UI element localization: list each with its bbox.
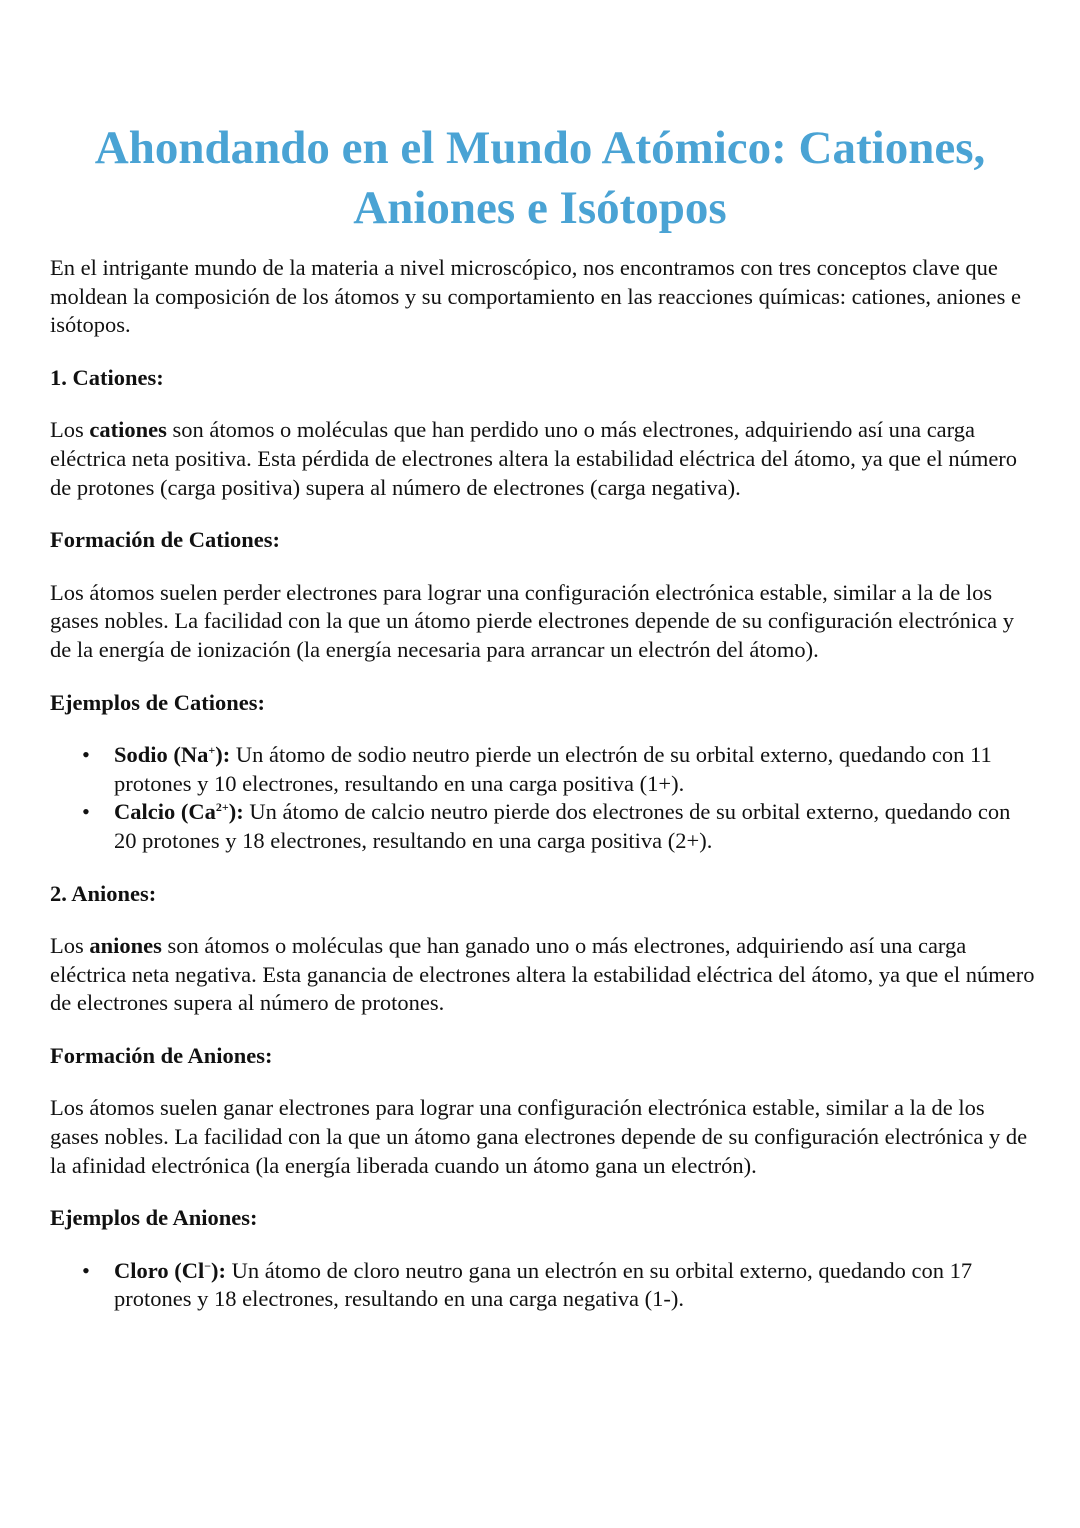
aniones-heading: 2. Aniones: xyxy=(50,880,157,906)
bullet-icon: • xyxy=(82,742,90,768)
aniones-definition xyxy=(50,932,1035,1018)
cationes-formation-text: Los átomos suelen perder electrones para lograr una configuración electrónica estable, similar a la de los gases nobles. La facilidad con la que un átomo pierde electrones depende de su configuración electrónica y de la energía de ionización (la energía necesaria para arrancar un electrón del átomo). xyxy=(50,579,1014,662)
aniones-examples-heading: Ejemplos de Aniones: xyxy=(50,1205,258,1231)
cationes-formation-heading: Formación de Cationes: xyxy=(50,527,280,553)
aniones-def-prefix: Los xyxy=(50,933,90,959)
cationes-examples-heading: Ejemplos de Cationes: xyxy=(50,689,265,715)
aniones-examples-list xyxy=(50,1257,1035,1314)
aniones-formation-text: Los átomos suelen ganar electrones para lograr una configuración electrónica estable, similar a la de los gases nobles. La facilidad con la que un átomo gana electrones depende de su configuración electrónica y de la afinidad electrónica (la energía liberada cuando un átomo gana un electrón). xyxy=(50,1095,1028,1178)
page-title xyxy=(40,118,1040,238)
bullet-icon: • xyxy=(82,1257,90,1283)
aniones-def-text: son átomos o moléculas que han ganado uno o más electrones, adquiriendo así una carga eléctrica neta negativa. Esta ganancia de electrones altera la estabilidad eléctrica del átomo, ya que el número de electrones supera al número de protones. xyxy=(50,933,1035,1016)
charge-superscript: + xyxy=(208,743,216,758)
cationes-examples-list xyxy=(50,741,1035,855)
example-label: Calcio $(Ca^{2+})$: xyxy=(114,799,244,825)
title-line-2: Aniones e Isótopos xyxy=(353,182,727,234)
cationes-def-term: cationes xyxy=(89,417,167,443)
charge-superscript: − xyxy=(204,1258,212,1273)
list-item xyxy=(82,798,1035,855)
charge-superscript: 2+ xyxy=(215,800,229,815)
example-text: Un átomo de calcio neutro pierde dos electrones de su orbital externo, quedando con 20 protones y 18 electrones, resultando en una carga positiva (2+). xyxy=(114,799,1011,853)
cationes-def-text: son átomos o moléculas que han perdido uno o más electrones, adquiriendo así una carga eléctrica neta positiva. Esta pérdida de electrones altera la estabilidad eléctrica del átomo, ya que el número de protones (carga positiva) supera al número de electrones (carga negativa). xyxy=(50,417,1018,500)
cationes-def-prefix: Los xyxy=(50,417,90,443)
list-item xyxy=(82,1257,1035,1314)
intro-paragraph: En el intrigante mundo de la materia a nivel microscópico, nos encontramos con tres conceptos clave que moldean la composición de los átomos y su comportamiento en las reacciones químicas: cationes, aniones e isótopos. xyxy=(50,255,1021,338)
example-text: Un átomo de cloro neutro gana un electrón en su orbital externo, quedando con 17 protones y 18 electrones, resultando en una carga negativa (1-). xyxy=(114,1257,973,1312)
example-label: Cloro (Cl−): xyxy=(114,1257,227,1283)
example-text: Un átomo de sodio neutro pierde un electrón de su orbital externo, quedando con 11 protones y 10 electrones, resultando en una carga positiva (1+). xyxy=(114,742,992,796)
bullet-icon: • xyxy=(82,799,90,825)
title-line-1: Ahondando en el Mundo Atómico: Cationes, xyxy=(94,122,986,174)
list-item xyxy=(82,741,1035,798)
aniones-def-term: aniones xyxy=(89,933,162,959)
cationes-definition xyxy=(50,416,1035,502)
cationes-heading: 1. Cationes: xyxy=(50,364,164,390)
document-body xyxy=(50,254,1035,1338)
aniones-formation-heading: Formación de Aniones: xyxy=(50,1042,273,1068)
example-label: Sodio (Na+): xyxy=(114,742,231,768)
